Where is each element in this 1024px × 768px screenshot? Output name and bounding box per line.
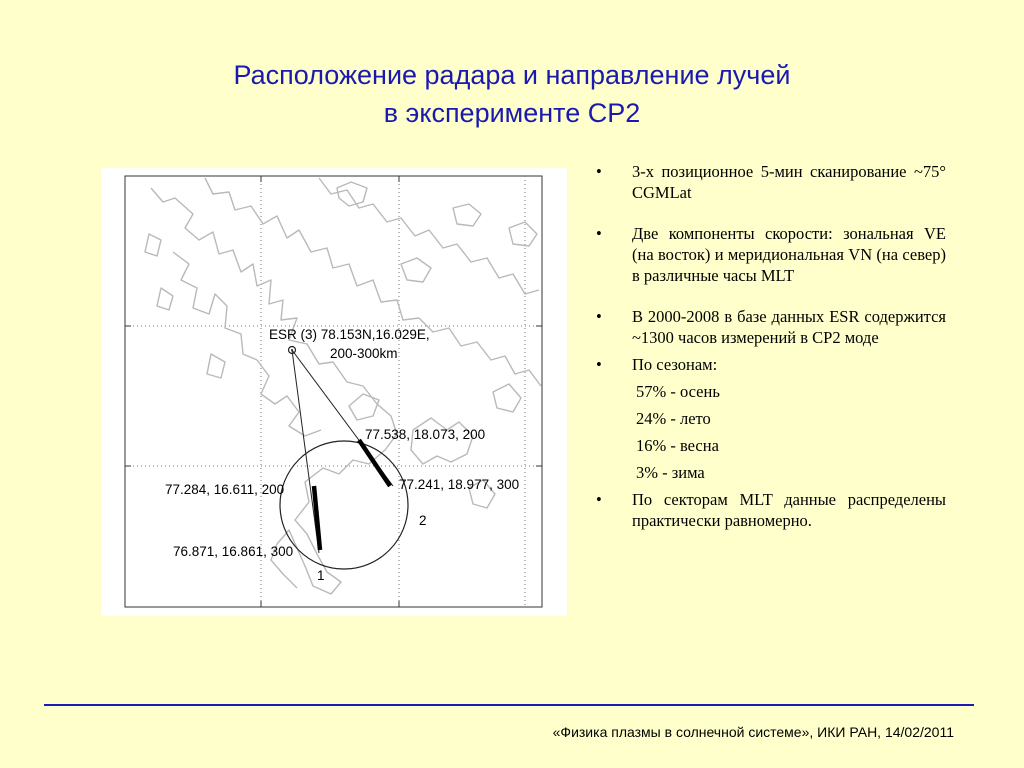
beam-1-start-label: 77.284, 16.611, 200 [165,482,285,497]
bullet-database: • В 2000-2008 в базе данных ESR содержится ~1300 часов измерений в CP2 моде [596,306,946,348]
radar-label-line-1: ESR (3) 78.153N,16.029E, [269,327,430,342]
bullet-mlt-sectors: • По секторам MLT данные распределены практически равномерно. [596,489,946,531]
radar-map-figure [101,168,567,616]
beam-1-number: 1 [317,568,325,583]
slide-title [0,56,1024,132]
footer-text: «Физика плазмы в солнечной системе», ИКИ РАН, 14/02/2011 [552,724,954,740]
footer-divider [44,704,974,706]
radar-map [101,168,567,616]
season-autumn: 57% - осень [636,382,720,401]
season-summer: 24% - лето [636,409,711,428]
bullet-list [596,161,946,531]
radar-label-line-2: 200-300km [330,346,398,361]
beam-2-number: 2 [419,513,427,528]
bullet-seasons: • По сезонам: [596,354,946,375]
title-line-2: в эксперименте CP2 [383,98,641,128]
beam-2-start-label: 77.538, 18.073, 200 [365,427,486,442]
plot-frame [125,176,542,607]
season-spring: 16% - весна [636,436,719,455]
bullet-scan: • 3-х позиционное 5-мин сканирование ~75° CGMLat [596,161,946,203]
beam-2-end-label: 77.241, 18.977, 300 [399,477,520,492]
title-line-1: Расположение радара и направление лучей [233,60,791,90]
season-winter: 3% - зима [636,463,705,482]
bullet-velocity-components: • Две компоненты скорости: зональная VE (на восток) и меридиональная VN (на север) в различные часы MLT [596,223,946,286]
beam-1-end-label: 76.871, 16.861, 300 [173,544,294,559]
